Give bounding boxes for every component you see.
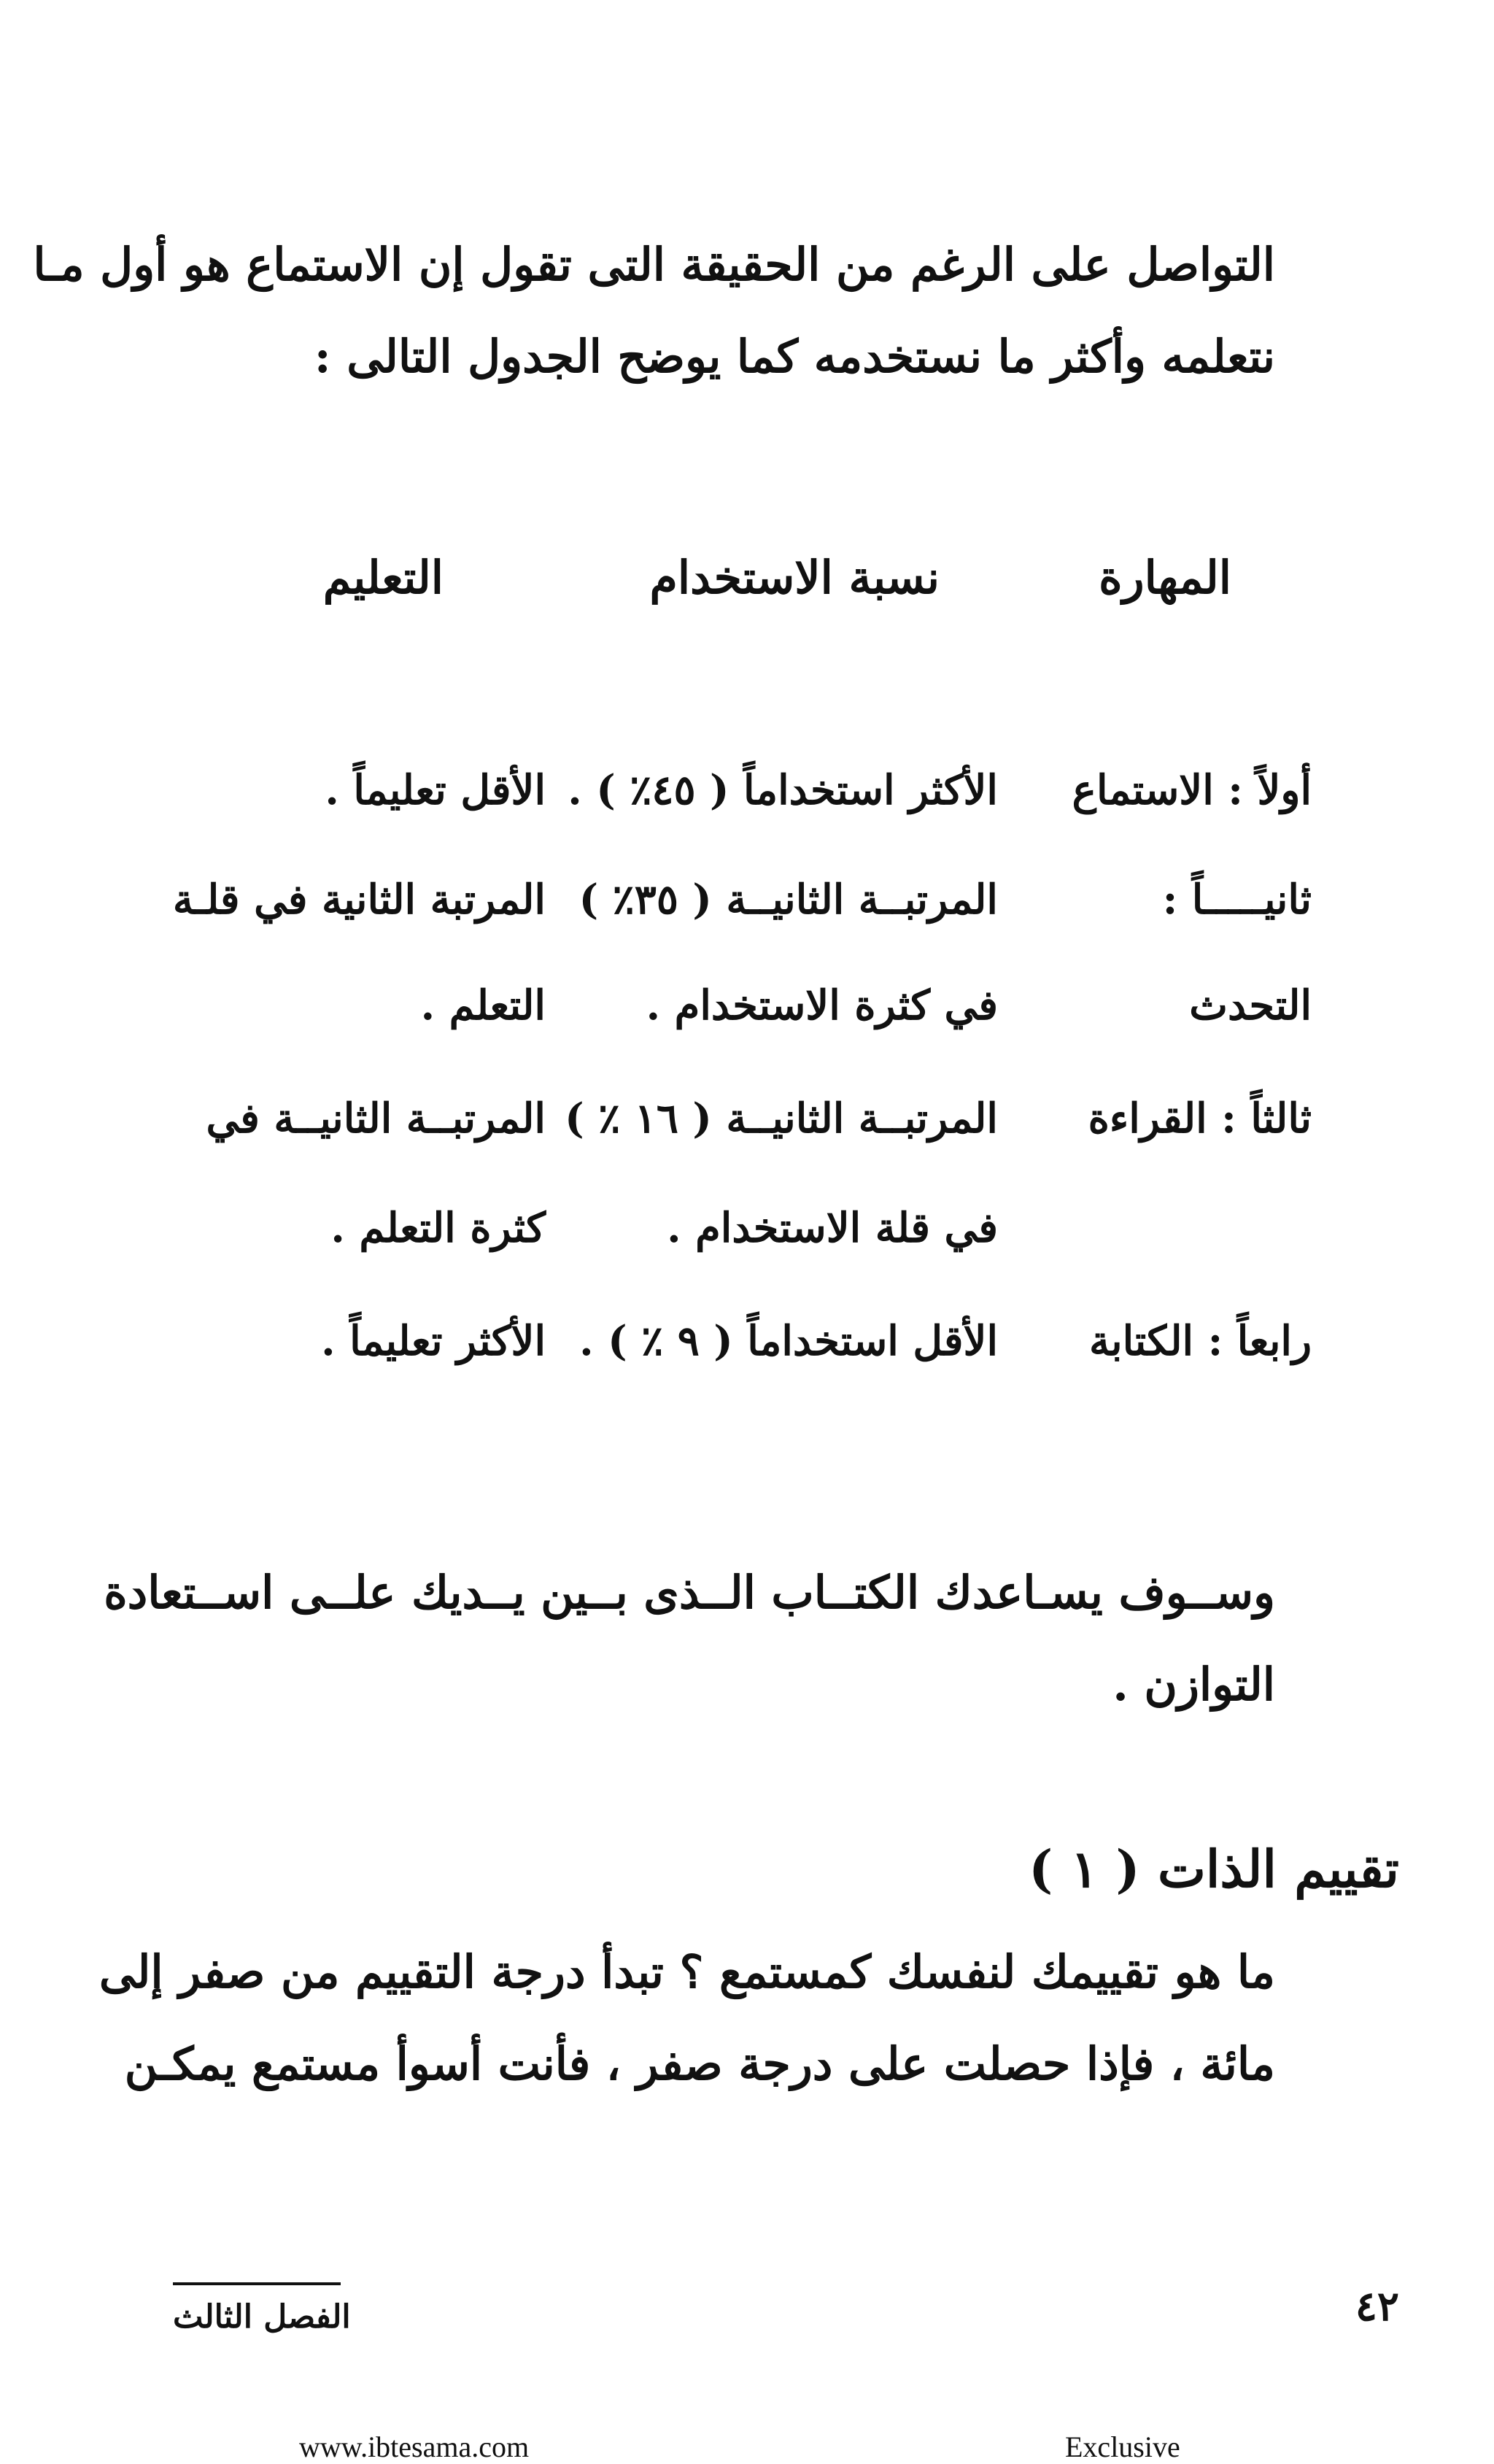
table-row <box>174 981 1312 1047</box>
section-title: تقييم الذات ( ١ ) <box>1029 1839 1399 1899</box>
intro-paragraph <box>33 219 1275 403</box>
cell-usage: في قلة الاستخدام . <box>667 1204 998 1252</box>
cell-learning: التعلم . <box>420 981 546 1030</box>
cell-learning: الأكثر تعليماً . <box>321 1317 546 1365</box>
page-number: ٤٢ <box>1355 2282 1399 2330</box>
cell-skill: التحدث <box>1189 981 1312 1030</box>
table-row <box>174 1204 1312 1270</box>
cell-learning: الأقل تعليماً . <box>325 766 546 814</box>
outro-line-2: التوازن . <box>1112 1658 1275 1711</box>
table-row <box>174 766 1312 832</box>
skills-table <box>174 766 1312 1423</box>
cell-usage: الأكثر استخداماً ( ٤٥٪ ) . <box>568 766 998 814</box>
watermark-url: www.ibtesama.com <box>299 2430 530 2463</box>
cell-skill: أولاً : الاستماع <box>1072 766 1312 814</box>
assessment-line-1: ما هو تقييمك لنفسك كمستمع ؟ تبدأ درجة التقييم من صفر إلى <box>98 1945 1275 1998</box>
cell-learning: المرتبــة الثانيــة في <box>206 1094 546 1143</box>
footer-chapter-name: الفصل الثالث <box>173 2298 351 2336</box>
outro-paragraph <box>104 1547 1275 1731</box>
assessment-paragraph <box>98 1926 1275 2110</box>
table-row <box>174 1094 1312 1160</box>
cell-learning: المرتبة الثانية في قلـة <box>172 876 546 924</box>
footer-divider <box>173 2282 341 2285</box>
outro-line-1: وســوف يسـاعدك الكتــاب الــذى بــين يــديك علــى اســتعادة <box>104 1566 1275 1619</box>
table-header-usage: نسبة الاستخدام <box>649 551 940 604</box>
table-header-learning: التعليم <box>322 551 444 604</box>
cell-skill: رابعاً : الكتابة <box>1088 1317 1312 1365</box>
intro-line-1: التواصل على الرغم من الحقيقة التى تقول إن الاستماع هو أول مـا <box>33 238 1275 291</box>
cell-skill: ثالثاً : القراءة <box>1088 1094 1312 1143</box>
cell-usage: المرتبــة الثانيــة ( ٣٥٪ ) <box>578 876 998 924</box>
cell-usage: المرتبــة الثانيــة ( ١٦ ٪ ) <box>565 1094 998 1143</box>
intro-line-2: نتعلمه وأكثر ما نستخدمه كما يوضح الجدول التالى : <box>314 330 1275 383</box>
cell-skill: ثانيـــــاً : <box>1162 876 1312 924</box>
cell-learning: كثرة التعلم . <box>330 1204 546 1252</box>
assessment-line-2: مائة ، فإذا حصلت على درجة صفر ، فأنت أسوأ مستمع يمكـن <box>124 2037 1275 2090</box>
table-row <box>174 1317 1312 1383</box>
table-row <box>174 876 1312 941</box>
watermark-label: Exclusive <box>1065 2430 1180 2463</box>
cell-usage: في كثرة الاستخدام . <box>646 981 998 1030</box>
cell-usage: الأقل استخداماً ( ٩ ٪ ) . <box>579 1317 998 1365</box>
table-header-skill: المهارة <box>1099 551 1231 604</box>
